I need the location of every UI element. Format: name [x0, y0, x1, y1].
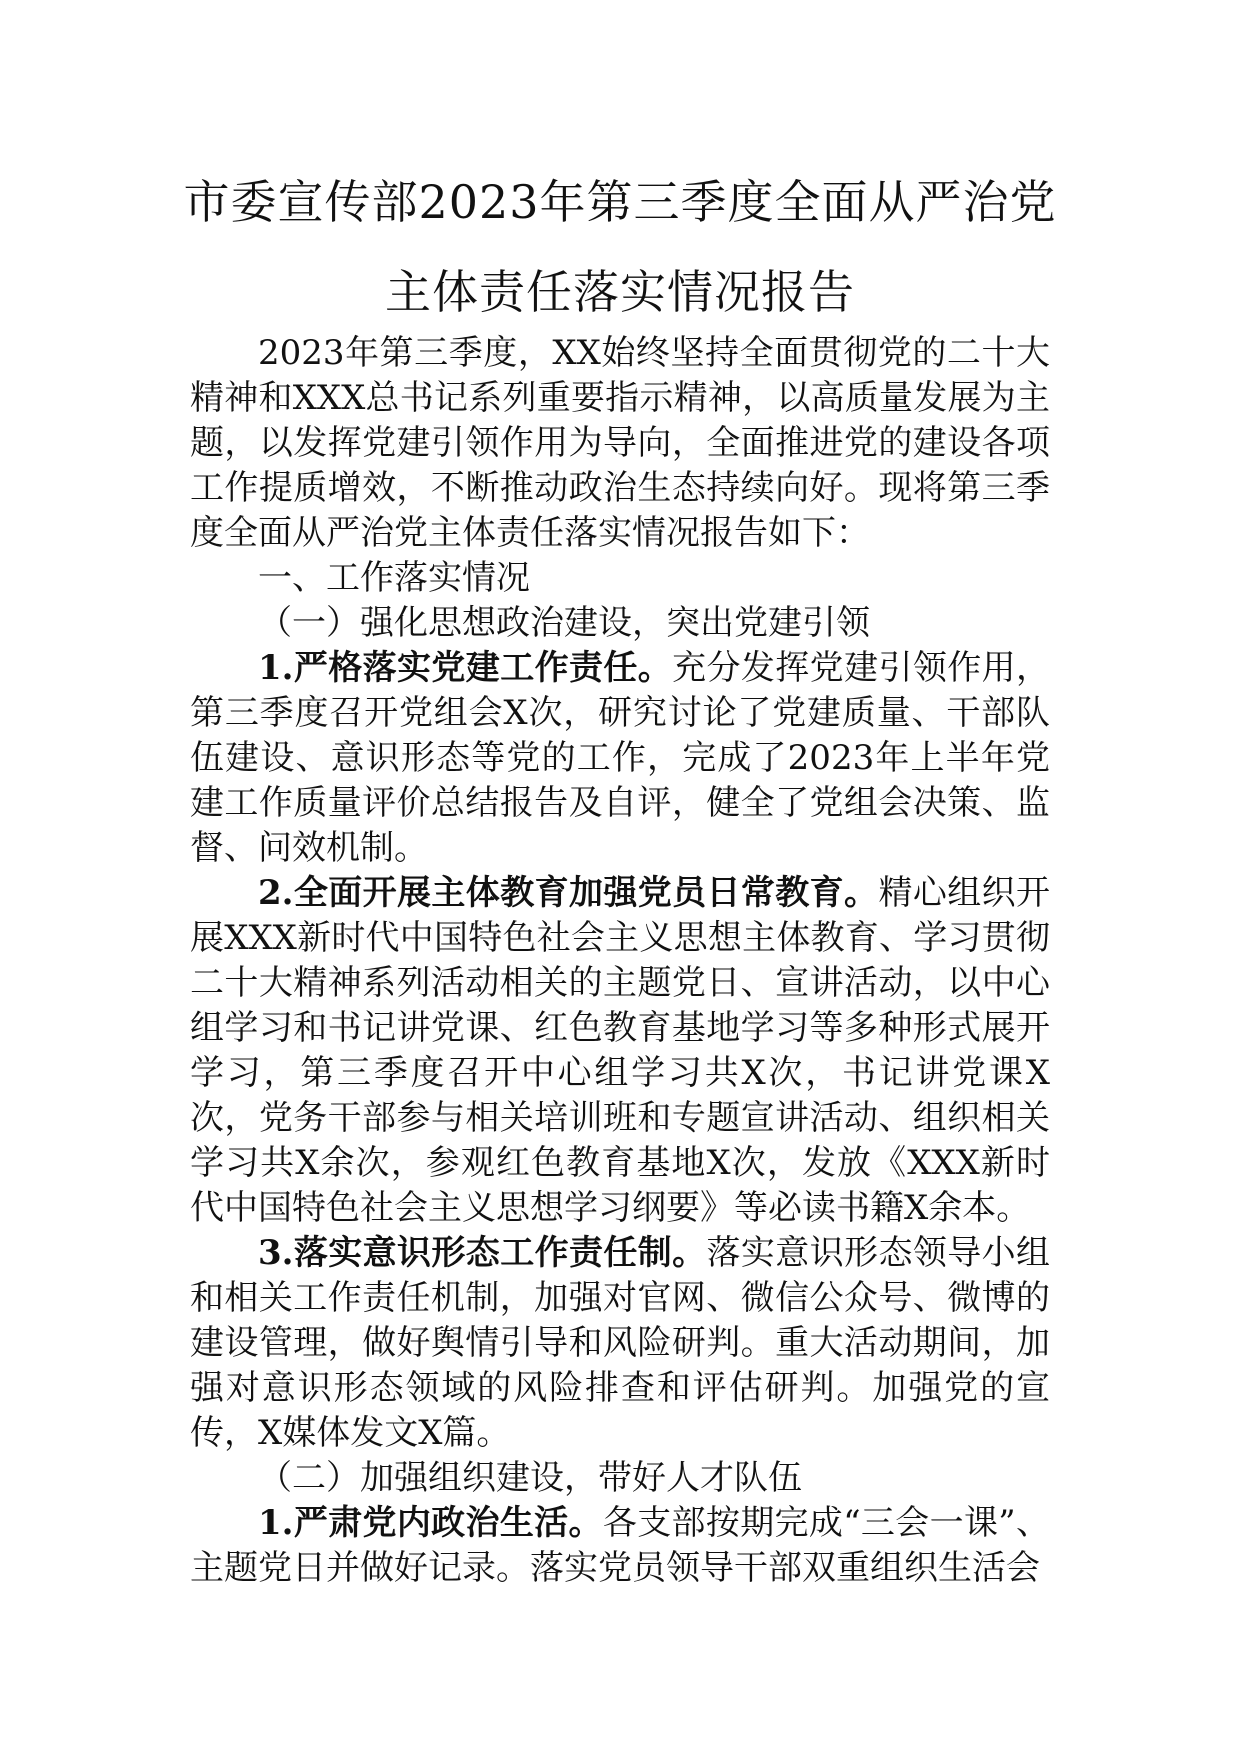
item-text-1-2: 精心组织开展XXX新时代中国特色社会主义思想主体教育、学习贯彻二十大精神系列活动相关的主题党日、宣讲活动，以中心组学习和书记讲党课、红色教育基地学习等多种形式展开学习，第三季度召开中心组学习共X次，书记讲党课X次，党务干部参与相关培训班和专题宣讲活动、组织相关学习共X余次，参观红色教育基地X次，发放《XXX新时代中国特色社会主义思想学习纲要》等必读书籍X余本。 — [190, 873, 1050, 1228]
item-paragraph-1-3 — [190, 1231, 1050, 1456]
item-paragraph-1-2 — [190, 871, 1050, 1231]
subsection-heading-1: （一）强化思想政治建设，突出党建引领 — [258, 603, 870, 643]
item-text-2-1: 各支部按期完成“三会一课”、主题党日并做好记录。落实党员领导干部双重组织生活会 — [190, 1503, 1050, 1588]
item-text-1-1: 充分发挥党建引领作用，第三季度召开党组会X次，研究讨论了党建质量、干部队伍建设、意识形态等党的工作，完成了2023年上半年党建工作质量评价总结报告及自评，健全了党组会决策、监督、问效机制。 — [190, 648, 1051, 868]
item-lead-1-1: 1.严格落实党建工作责任。 — [258, 648, 673, 688]
document-title-line1: 市委宣传部2023年第三季度全面从严治党 — [183, 175, 1057, 229]
document-title-line2: 主体责任落实情况报告 — [385, 265, 855, 319]
item-lead-1-2: 2.全面开展主体教育加强党员日常教育。 — [258, 873, 879, 913]
item-lead-1-3: 3.落实意识形态工作责任制。 — [258, 1233, 707, 1273]
item-text-1-3: 落实意识形态领导小组和相关工作责任机制，加强对官网、微信公众号、微博的建设管理，做好舆情引导和风险研判。重大活动期间，加强对意识形态领域的风险排查和评估研判。加强党的宣传，X媒体发文X篇。 — [190, 1233, 1051, 1453]
subsection-heading-2: （二）加强组织建设，带好人才队伍 — [258, 1458, 802, 1498]
intro-paragraph: 2023年第三季度，XX始终坚持全面贯彻党的二十大精神和XXX总书记系列重要指示精神，以高质量发展为主题，以发挥党建引领作用为导向，全面推进党的建设各项工作提质增效，不断推动政治生态持续向好。现将第三季度全面从严治党主体责任落实情况报告如下： — [190, 333, 1050, 553]
document-body — [190, 331, 1050, 1591]
section-heading-1: 一、工作落实情况 — [258, 558, 530, 598]
item-paragraph-1-1 — [190, 646, 1050, 871]
item-paragraph-2-1 — [190, 1501, 1050, 1591]
item-lead-2-1: 1.严肃党内政治生活。 — [258, 1503, 603, 1543]
